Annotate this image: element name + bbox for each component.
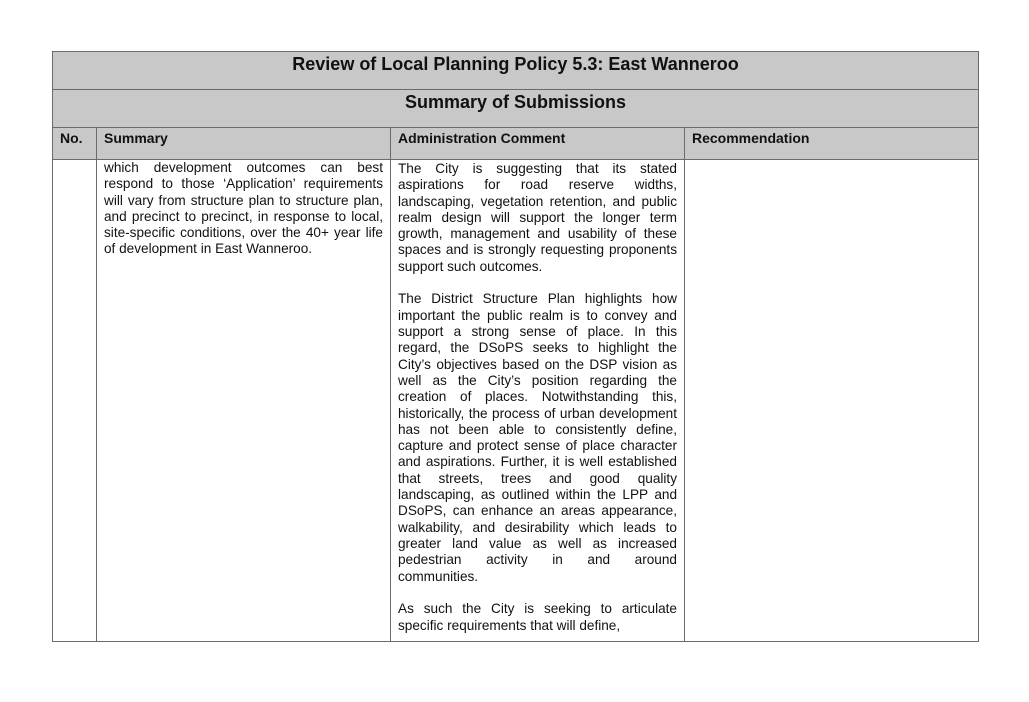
header-admin-comment: Administration Comment	[391, 128, 685, 160]
admin-comment-para: The District Structure Plan highlights how important the public realm is to convey and support a strong sense of place. In this regard, the DSoPS seeks to highlight the City’s objectives based on the DSP vision as well as the City’s position regarding the creation of places. Notwithstanding this, historically, the process of urban development has not been able to consistently define, capture and protect sense of place character and aspirations. Further, it is well established that streets, trees and good quality landscaping, as outlined within the LPP and DSoPS, can enhance an areas appearance, walkability, and desirability which leads to greater land value as well as increased pedestrian activity in and around communities.	[398, 291, 677, 584]
document-subtitle: Summary of Submissions	[53, 90, 979, 128]
admin-comment-para: As such the City is seeking to articulate specific requirements that will define,	[398, 601, 677, 633]
header-recommendation: Recommendation	[685, 128, 979, 160]
cell-no	[53, 160, 97, 642]
header-no: No.	[53, 128, 97, 160]
cell-summary	[97, 160, 391, 642]
summary-text: which development outcomes can best respond to those ‘Application’ requirements will vary from structure plan to structure plan, and precinct to precinct, in response to local, site-specific conditions, over the 40+ year life of development in East Wanneroo.	[104, 160, 383, 257]
document-title: Review of Local Planning Policy 5.3: East Wanneroo	[53, 52, 979, 90]
cell-recommendation	[685, 160, 979, 642]
table-row	[53, 160, 979, 642]
header-summary: Summary	[97, 128, 391, 160]
admin-comment-para: The City is suggesting that its stated aspirations for road reserve widths, landscaping, vegetation retention, and public realm design will support the longer term growth, management and usability of these spaces and is strongly requesting proponents support such outcomes.	[398, 161, 677, 274]
cell-admin-comment	[391, 160, 685, 642]
submissions-table	[52, 51, 979, 642]
